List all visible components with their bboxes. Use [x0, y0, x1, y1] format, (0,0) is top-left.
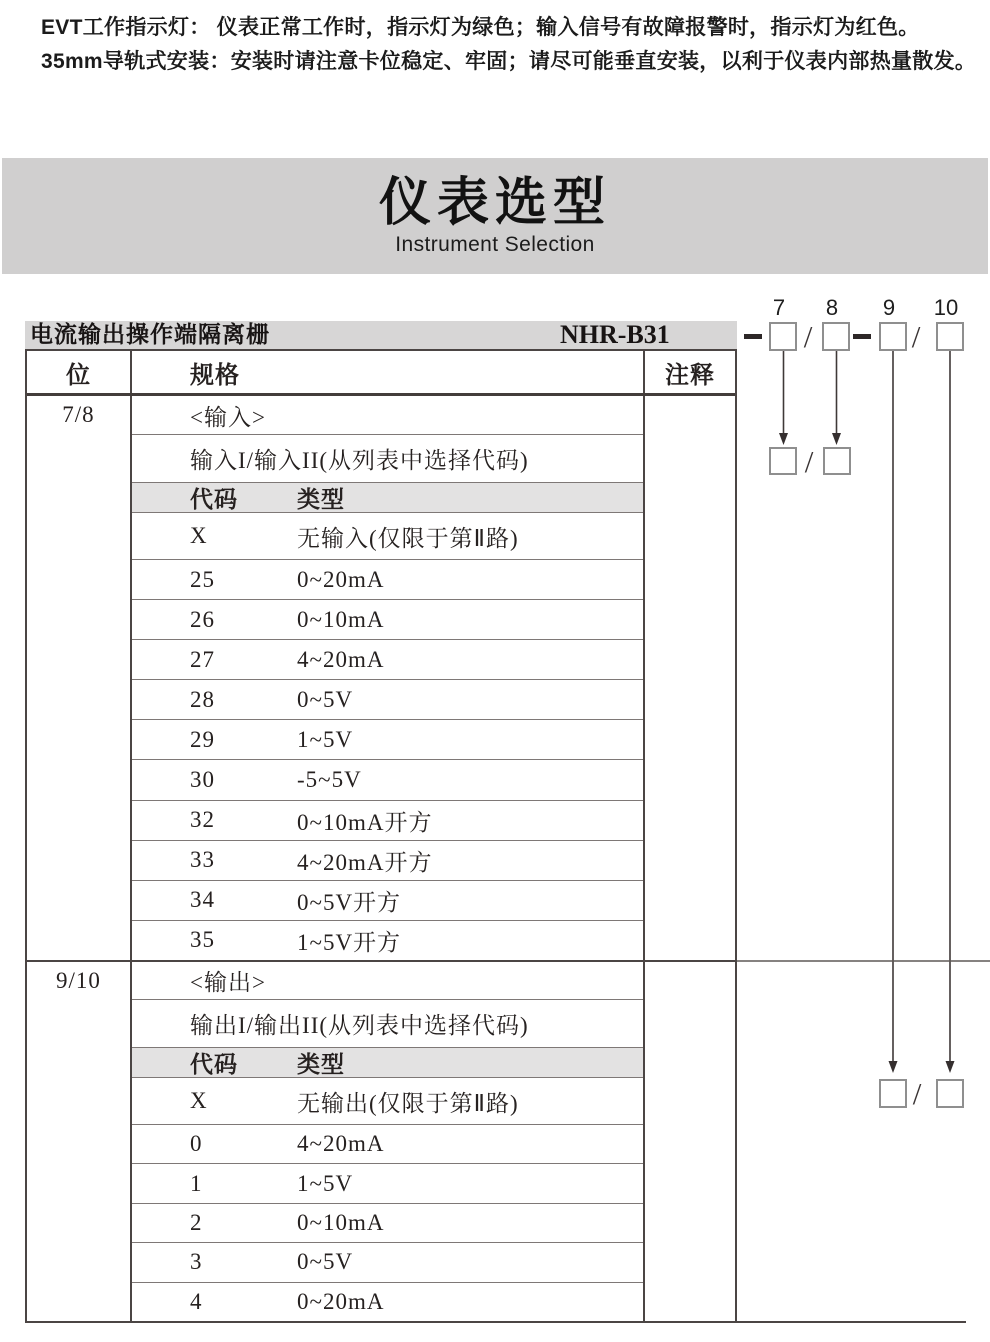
code-row [132, 881, 643, 921]
type-value: 无输入(仅限于第Ⅱ路) [297, 525, 519, 551]
note-column [643, 962, 735, 1321]
code-value: 25 [190, 566, 215, 592]
order-code-box-8 [822, 322, 850, 351]
code-row [132, 513, 643, 560]
code-value: 1 [190, 1170, 203, 1196]
section-title-english: Instrument Selection [395, 233, 595, 257]
code-row [132, 1125, 643, 1164]
model-bar [25, 321, 737, 349]
spec-column [132, 962, 643, 1321]
type-value: 0~10mA [297, 606, 385, 632]
ordering-digit-10: 10 [933, 295, 959, 320]
section-title-chinese: 仪表选型 [378, 173, 611, 232]
code-row [132, 720, 643, 760]
type-header: 类型 [297, 1052, 345, 1077]
code-type-subheader [132, 1048, 643, 1078]
type-value: 0~5V开方 [297, 889, 402, 915]
type-value: 4~20mA [297, 646, 385, 672]
arrow-head-9 [889, 1061, 898, 1073]
code-value: X [190, 523, 208, 548]
group-desc-row: 输入I/输入II(从列表中选择代码) [132, 435, 643, 483]
slash-separator: / [804, 444, 814, 479]
table-header-row [27, 351, 735, 396]
code-header: 代码 [190, 487, 238, 512]
bit-value: 7/8 [27, 396, 132, 960]
ordering-digit-8: 8 [825, 295, 839, 320]
section-title-banner [2, 158, 988, 274]
table-section-output [27, 962, 735, 1321]
intro-notes [41, 11, 976, 79]
code-value: 29 [190, 726, 215, 752]
order-code-box-9 [879, 322, 907, 351]
code-row [132, 600, 643, 640]
group-label-row: <输入> [132, 396, 643, 435]
code-row [132, 1243, 643, 1282]
input-code-box-1 [769, 447, 797, 475]
note-column [643, 396, 735, 960]
code-value: 0 [190, 1131, 203, 1157]
type-header: 类型 [297, 487, 345, 512]
model-code: NHR-B31 [560, 320, 670, 349]
product-name: 电流输出操作端隔离栅 [30, 322, 270, 347]
code-value: X [190, 1088, 208, 1113]
intro-line-evt-indicator: EVT工作指示灯： 仪表正常工作时，指示灯为绿色；输入信号有故障报警时，指示灯为红色。 [41, 16, 920, 39]
type-value: 0~10mA [297, 1210, 385, 1236]
type-value: 1~5V开方 [297, 929, 402, 955]
code-row [132, 1078, 643, 1125]
type-value: -5~5V [297, 767, 362, 793]
code-row [132, 1164, 643, 1203]
group-desc-row: 输出I/输出II(从列表中选择代码) [132, 1000, 643, 1048]
type-value: 无输出(仅限于第Ⅱ路) [297, 1090, 519, 1116]
code-row [132, 801, 643, 841]
type-value: 4~20mA [297, 1131, 385, 1157]
code-value: 33 [190, 847, 215, 873]
code-row [132, 921, 643, 960]
code-row [132, 1204, 643, 1243]
code-value: 3 [190, 1249, 203, 1275]
arrow-head-8 [832, 433, 841, 445]
order-code-box-7 [769, 322, 797, 351]
ordering-digit-9: 9 [882, 295, 896, 320]
table-section-input [27, 396, 735, 962]
type-value: 0~20mA [297, 1288, 385, 1314]
col-header-note: 注释 [643, 351, 735, 393]
type-value: 1~5V [297, 1170, 354, 1196]
code-value: 32 [190, 807, 215, 833]
type-value: 0~5V [297, 1249, 354, 1275]
spec-column [132, 396, 643, 960]
code-value: 34 [190, 887, 215, 913]
slash-separator: / [803, 319, 813, 354]
code-row [132, 841, 643, 881]
output-code-box-2 [936, 1079, 964, 1108]
code-type-subheader [132, 483, 643, 513]
type-value: 0~5V [297, 686, 354, 712]
col-header-bit: 位 [27, 351, 132, 393]
code-header: 代码 [190, 1052, 238, 1077]
intro-line-rail-mount: 35mm导轨式安装：安装时请注意卡位稳定、牢固；请尽可能垂直安装，以利于仪表内部热量散发。 [41, 50, 977, 73]
code-row [132, 560, 643, 600]
code-value: 26 [190, 606, 215, 632]
type-value: 1~5V [297, 726, 354, 752]
code-row [132, 680, 643, 720]
code-value: 30 [190, 767, 215, 793]
ordering-digit-7: 7 [772, 295, 786, 320]
type-value: 0~10mA开方 [297, 809, 433, 835]
code-row [132, 1283, 643, 1321]
code-row [132, 760, 643, 800]
arrow-head-10 [946, 1061, 955, 1073]
code-value: 28 [190, 686, 215, 712]
col-header-spec: 规格 [190, 362, 240, 389]
code-value: 35 [190, 927, 215, 953]
input-code-box-2 [823, 447, 851, 475]
dash-separator [744, 334, 762, 339]
slash-separator: / [911, 319, 921, 354]
type-value: 0~20mA [297, 566, 385, 592]
slash-separator: / [912, 1076, 922, 1111]
type-value: 4~20mA开方 [297, 849, 433, 875]
code-value: 2 [190, 1210, 203, 1236]
bit-value: 9/10 [27, 962, 132, 1321]
selection-table [25, 349, 737, 1323]
output-code-box-1 [879, 1079, 907, 1108]
dash-separator [853, 334, 871, 339]
order-code-box-10 [936, 322, 964, 351]
code-value: 27 [190, 646, 215, 672]
arrow-head-7 [779, 433, 788, 445]
group-label-row: <输出> [132, 962, 643, 1000]
code-row [132, 640, 643, 680]
code-value: 4 [190, 1288, 203, 1314]
